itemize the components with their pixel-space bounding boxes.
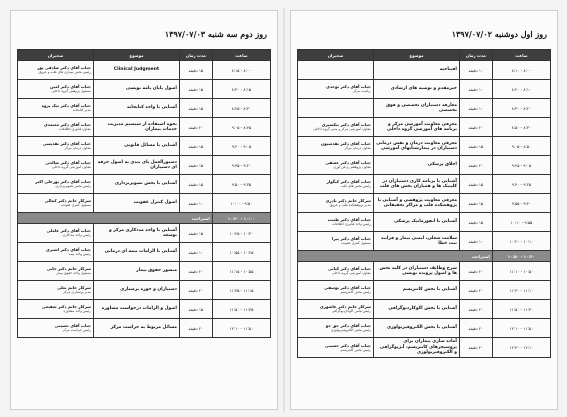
row-duration: ۱۵ دقیقه [179, 300, 212, 319]
row-duration: ۱۵ دقیقه [179, 80, 212, 99]
schedule-row [298, 137, 551, 156]
schedule-row [298, 319, 551, 338]
row-speaker [298, 61, 374, 80]
schedule-row [18, 137, 271, 156]
speaker-role: رئیس بخش های قلب [340, 184, 371, 189]
row-duration: ۲۰ دقیقه [459, 319, 492, 338]
speaker-role: مدیر پرستاری مرکز [63, 290, 91, 295]
row-time: ۹:۳۵ - ۹:۵۰ [212, 175, 270, 194]
row-duration: ۲۰ دقیقه [179, 319, 212, 338]
row-speaker [18, 61, 94, 80]
speaker-role: معاون فناوری اطلاعات [58, 127, 91, 132]
row-topic: معرفی معاونت درمان و تقش درمانی دستیاران در بیمارستانهای آموزشی [373, 137, 459, 156]
table-header-row [298, 50, 551, 61]
break-label: استراحت [18, 213, 213, 224]
page-fold [283, 8, 285, 412]
speaker-role: معاون درمان مرکز [64, 146, 91, 151]
row-topic: آشنایی با واحد مددکاری مرکز و توسعه [93, 224, 179, 243]
row-topic: آشنایی با واحد کتابخانه [93, 99, 179, 118]
header-duration: مدت زمان [459, 50, 492, 61]
row-topic: معرفی معاونت آموزشی مرکز و برنامه های آموزشی گروه داخلی [373, 118, 459, 137]
row-time: ۱۱:۳۵ - ۱۱:۵۰ [212, 300, 270, 319]
schedule-row [298, 213, 551, 232]
row-duration: ۲۰ دقیقه [459, 118, 492, 137]
speaker-name: جناب آقای دکتر توحدی [326, 84, 371, 90]
speaker-role: مدیر کتابخانه [72, 108, 91, 113]
speaker-role: رئیس بخش تصویربرداری [55, 184, 91, 189]
header-speaker: سخنران [298, 50, 374, 61]
schedule-row [298, 80, 551, 99]
schedule-row [18, 300, 271, 319]
row-time: ۱۰:۱۰ - ۱۰:۲۰ [492, 232, 550, 251]
row-time: ۸:۴۵ - ۹:۰۵ [212, 118, 270, 137]
row-time: ۱۱:۳۰ - ۱۱:۵۰ [492, 300, 550, 319]
row-time: ۱۰:۵۰ - ۱۱:۱۰ [492, 262, 550, 281]
speaker-name: سرکار خانم دکتر کمالی [44, 198, 91, 204]
schedule-row [18, 194, 271, 213]
row-time: ۹:۰۵ - ۹:۲۰ [212, 137, 270, 156]
row-duration: ۱۵ دقیقه [179, 99, 212, 118]
row-speaker [298, 338, 374, 358]
row-topic: اصول کنترل عفونت [93, 194, 179, 213]
break-time: ۱۰:۲۰ - ۱۰:۵۰ [492, 251, 550, 262]
schedule-row [18, 80, 271, 99]
schedule-row [18, 224, 271, 243]
schedule-row [298, 156, 551, 175]
schedule-row [298, 232, 551, 251]
speaker-name: جناب آقای دکتر حسینی [324, 342, 371, 348]
row-speaker [298, 194, 374, 213]
row-duration: ۱۰ دقیقه [459, 61, 492, 80]
row-topic: آشنایی با مسائل قانونی [93, 137, 179, 156]
row-topic: معرفی معاونت پژوهشی و آشنایی با پژوهشکده قلب و مراکز تحقیقاتی [373, 194, 459, 213]
row-duration: ۱۵ دقیقه [459, 175, 492, 194]
speaker-role: معاون درمان مرکز [344, 146, 371, 151]
row-time: ۹:۲۰ - ۹:۳۵ [212, 156, 270, 175]
row-speaker [298, 156, 374, 175]
row-topic: آماده سازی بیماران برای پروسیجرهای کاتتریسم، آنژیوگرافی و الکتروفیزیولوژی [373, 338, 459, 358]
row-time: ۹:۵۰ - ۱۰:۰۰ [212, 194, 270, 213]
row-duration: ۲۰ دقیقه [459, 262, 492, 281]
speaker-role: رئیس واحد مشاوره [63, 309, 91, 314]
schedule-row [18, 156, 271, 175]
row-speaker [18, 281, 94, 300]
speaker-name: جناب آقای دکتر صالحی [45, 160, 91, 166]
schedule-row [298, 281, 551, 300]
speaker-name: جناب آقای دکتر صادقی پور [37, 65, 91, 71]
speaker-name: جناب آقای دکتر بنکسیری [321, 122, 371, 128]
row-speaker [18, 262, 94, 281]
day1-schedule-table [297, 49, 551, 358]
header-time: ساعت [212, 50, 270, 61]
row-time: ۱۰:۵۵ - ۱۱:۱۵ [212, 262, 270, 281]
schedule-row [18, 99, 271, 118]
speaker-name: جناب آقای دکتر تقدیسی [42, 141, 91, 147]
speaker-name: جناب آقای دکتر کیگوار [326, 179, 371, 185]
row-duration: ۱۰ دقیقه [179, 194, 212, 213]
row-topic: دستیاران و حوزه پرستاری [93, 281, 179, 300]
speaker-name: سرکار خانم دکتر شفیعی [41, 304, 91, 310]
speaker-role: رئیس بخش کاتتریسم [340, 290, 371, 295]
row-time: ۱۰:۴۵ - ۱۰:۵۵ [212, 243, 270, 262]
row-speaker [298, 281, 374, 300]
break-time: ۱۰:۰۰ - ۱۰:۳۰ [212, 213, 270, 224]
row-speaker [298, 175, 374, 194]
speaker-role: رئیس بخش اکوکاردیوگرافی [331, 309, 371, 314]
row-speaker [298, 118, 374, 137]
speaker-name: جناب آقای دکتر طبیب [327, 217, 371, 223]
row-time: ۱۰:۳۰ - ۱۰:۴۵ [212, 224, 270, 243]
speaker-name: سرکار خانم دکتر نادری [325, 198, 371, 204]
row-time: ۱۱:۵۰ - ۱۲:۱۰ [492, 319, 550, 338]
row-topic: نحوه استفاده از سیستم مدیریت خدمات بیماران [93, 118, 179, 137]
header-topic: موضوع [93, 50, 179, 61]
schedule-row [298, 61, 551, 80]
schedule-row [298, 262, 551, 281]
row-speaker [298, 80, 374, 99]
speaker-name: جناب آقای دکتر کیانی [328, 266, 371, 272]
row-duration: ۱۵ دقیقه [179, 61, 212, 80]
row-topic: آشنایی با برنامه کاری دستیاران در کلینیک ها و همیاران بخش های قلب [373, 175, 459, 194]
row-duration: ۱۵ دقیقه [179, 224, 212, 243]
row-topic: افتتاحیه [373, 61, 459, 80]
row-topic: آشنایی با بخش اکوکاردیوگرافی [373, 300, 459, 319]
schedule-row [18, 281, 271, 300]
row-speaker [18, 156, 94, 175]
speaker-role: معاون آموزشی گروه داخلی [51, 165, 91, 170]
speaker-role: معاون پژوهشی و فن آوری [333, 165, 371, 170]
speaker-name: جناب آقای دکتر پورعلی اکبر [35, 179, 91, 185]
speaker-name: جناب آقای دکتر امین [49, 84, 91, 90]
row-topic: خیرمقدم و توصیه های ارشادی [373, 80, 459, 99]
row-topic: آشنایی با بخش الکتروفیزیولوژی [373, 319, 459, 338]
row-speaker [298, 213, 374, 232]
speaker-name: جناب آقای حسینی [54, 323, 91, 329]
header-time: ساعت [492, 50, 550, 61]
row-duration: ۲۰ دقیقه [179, 281, 212, 300]
row-time: ۸:۵۰ - ۹:۰۵ [492, 137, 550, 156]
row-time: ۱۱:۵۰ - ۱۲:۱۰ [212, 319, 270, 338]
row-topic: دستورالعمل پای بندی به اصول حرفه ای دستیاران [93, 156, 179, 175]
row-duration: ۱۵ دقیقه [179, 175, 212, 194]
row-topic: منشور حقوق بیمار [93, 262, 179, 281]
row-duration: ۱۵ دقیقه [179, 156, 212, 175]
break-label: استراحت [298, 251, 493, 262]
row-speaker [18, 319, 94, 338]
speaker-name: جناب آقای دکتر عشقی [325, 160, 371, 166]
row-speaker [18, 118, 94, 137]
speaker-role: رئیس بخش کاتتریسم [340, 347, 371, 352]
row-topic: اصول پایان نامه نویسی [93, 80, 179, 99]
row-duration: ۲۰ دقیقه [179, 262, 212, 281]
row-topic: آشنایی با الزامات بیمه ای درمانی [93, 243, 179, 262]
row-speaker [18, 80, 94, 99]
row-time: ۸:۱۵ - ۸:۳۰ [212, 80, 270, 99]
table-header-row [18, 50, 271, 61]
speaker-role: رئیس واحد مددکاری [62, 233, 91, 238]
break-row [18, 213, 271, 224]
row-topic: اخلاق پزشکی [373, 156, 459, 175]
header-duration: مدت زمان [179, 50, 212, 61]
day2-page [10, 10, 278, 410]
row-speaker [18, 243, 94, 262]
row-topic: معارفه دستیاران تخصصی و فوق تخصصی [373, 99, 459, 118]
row-time: ۹:۲۵ - ۹:۴۰ [492, 175, 550, 194]
row-duration: ۲۰ دقیقه [459, 300, 492, 319]
header-topic: موضوع [373, 50, 459, 61]
speaker-role: مسئول واحد حقوق بیمار [56, 271, 91, 276]
row-time: ۱۱:۱۰ - ۱۱:۳۰ [492, 281, 550, 300]
day1-page [290, 10, 558, 410]
row-speaker [18, 99, 94, 118]
speaker-role: ریاست مرکز [352, 89, 371, 94]
row-time: ۸:۳۰ - ۸:۴۵ [212, 99, 270, 118]
row-topic: اصول و الزامات درخواست مشاوره [93, 300, 179, 319]
row-duration: ۲۰ دقیقه [459, 281, 492, 300]
row-topic: سلامت شغلی، ایمنی بیمار و فرایند ثبت خطا [373, 232, 459, 251]
speaker-name: جناب آقای دکتر پیرا [332, 236, 371, 242]
speaker-role: مدیر پژوهشکده قلب و عروق [329, 203, 371, 208]
schedule-row [298, 338, 551, 358]
row-speaker [18, 300, 94, 319]
schedule-row [18, 243, 271, 262]
speaker-name: سرکار خانم دکتر خانی [46, 266, 91, 272]
row-topic: Clinical Judgment [93, 61, 179, 80]
day2-rows [18, 61, 271, 338]
row-duration: ۲۰ دقیقه [179, 118, 212, 137]
speaker-name: سرکار خانم دکتر عاشوری [320, 304, 371, 310]
row-duration: ۱۰ دقیقه [179, 243, 212, 262]
speaker-name: جناب آقای دکتر تیک پژوه [41, 103, 91, 109]
break-row [298, 251, 551, 262]
row-duration: ۲۰ دقیقه [459, 156, 492, 175]
speaker-role: مسئول کنترل عفونت [60, 203, 91, 208]
speaker-role: معاون آموزشی مرکز و مدیر گروه داخلی [313, 127, 371, 132]
row-duration: ۱۰ دقیقه [459, 99, 492, 118]
row-time: ۸:۰۰ - ۸:۱۰ [492, 61, 550, 80]
speaker-name: جناب آقای دکتر تقدسیون [320, 141, 371, 147]
row-topic: آشنایی با انفورماتیک پزشکی [373, 213, 459, 232]
speaker-role: معاون آموزشی گروه داخلی [331, 271, 371, 276]
row-speaker [298, 262, 374, 281]
row-time: ۹:۴۰ - ۹:۵۵ [492, 194, 550, 213]
row-duration: ۱۵ دقیقه [179, 137, 212, 156]
row-time: ۹:۰۵ - ۹:۲۵ [492, 156, 550, 175]
speaker-name: جناب آقای دکتر معتمدی [44, 122, 91, 128]
row-duration: ۱۰ دقیقه [459, 232, 492, 251]
schedule-row [298, 175, 551, 194]
schedule-row [298, 118, 551, 137]
speaker-name: سرکار خانم نعلی [57, 285, 91, 291]
schedule-row [18, 319, 271, 338]
row-speaker [298, 99, 374, 118]
row-topic: آشنایی با بخش تصویربرداری [93, 175, 179, 194]
row-speaker [298, 137, 374, 156]
row-duration: ۱۵ دقیقه [459, 213, 492, 232]
day1-title: روز اول دوشنبه ۱۳۹۷/۰۷/۰۲ [451, 29, 547, 39]
speaker-role: رئیس حراست مرکز [62, 328, 91, 333]
row-speaker [298, 319, 374, 338]
day1-rows [298, 61, 551, 358]
schedule-row [298, 194, 551, 213]
speaker-name: جناب آقای دکتر حق جو [325, 323, 371, 329]
row-time: ۸:۳۰ - ۸:۵۰ [492, 118, 550, 137]
row-duration: ۱۵ دقیقه [459, 194, 492, 213]
row-speaker [298, 232, 374, 251]
row-duration: ۱۵ دقیقه [459, 137, 492, 156]
row-time: ۸:۰۰ - ۸:۱۵ [212, 61, 270, 80]
speaker-role: مسئول کنترل عفونت [340, 241, 371, 246]
header-speaker: سخنران [18, 50, 94, 61]
schedule-row [18, 175, 271, 194]
row-speaker [18, 224, 94, 243]
speaker-role: رئیس بخش الکتروفیزیولوژی [330, 328, 371, 333]
schedule-row [18, 61, 271, 80]
speaker-name: جناب آقای دکتر اشتری [45, 247, 91, 253]
speaker-name: جناب آقای دکتر یوسفی [324, 285, 371, 291]
row-time: ۱۲:۱۰ - ۱۲:۳۰ [492, 338, 550, 358]
row-speaker [18, 175, 94, 194]
row-time: ۸:۲۰ - ۸:۳۰ [492, 99, 550, 118]
row-time: ۸:۱۰ - ۸:۲۰ [492, 80, 550, 99]
speaker-role: رئیس واحد فناوری اطلاعات [331, 222, 371, 227]
row-speaker [18, 194, 94, 213]
day2-title: روز دوم سه شنبه ۱۳۹۷/۰۷/۰۳ [164, 29, 267, 39]
speaker-role: مسئول پژوهش گروه داخلی [51, 89, 91, 94]
speaker-role: رئیس واحد بیمه [68, 252, 91, 257]
row-duration: ۲۰ دقیقه [459, 338, 492, 358]
speaker-role: رئیس بخش بیماری های قلب و عروق [38, 70, 91, 75]
speaker-name: جناب آقای دکتر عاملی [46, 228, 91, 234]
row-duration: ۱۰ دقیقه [459, 80, 492, 99]
row-topic: شرح وظایف دستیاران در کلیه بخش ها و اصول پرونده نویسی [373, 262, 459, 281]
row-topic: مسائل مربوط به حراست مرکز [93, 319, 179, 338]
schedule-row [298, 99, 551, 118]
schedule-row [18, 262, 271, 281]
row-time: ۱۱:۱۵ - ۱۱:۳۵ [212, 281, 270, 300]
day2-schedule-table [17, 49, 271, 338]
row-topic: آشنایی با بخش کاتتریسم [373, 281, 459, 300]
row-speaker [298, 300, 374, 319]
row-speaker [18, 137, 94, 156]
schedule-row [298, 300, 551, 319]
schedule-row [18, 118, 271, 137]
row-time: ۹:۵۵ - ۱۰:۱۰ [492, 213, 550, 232]
